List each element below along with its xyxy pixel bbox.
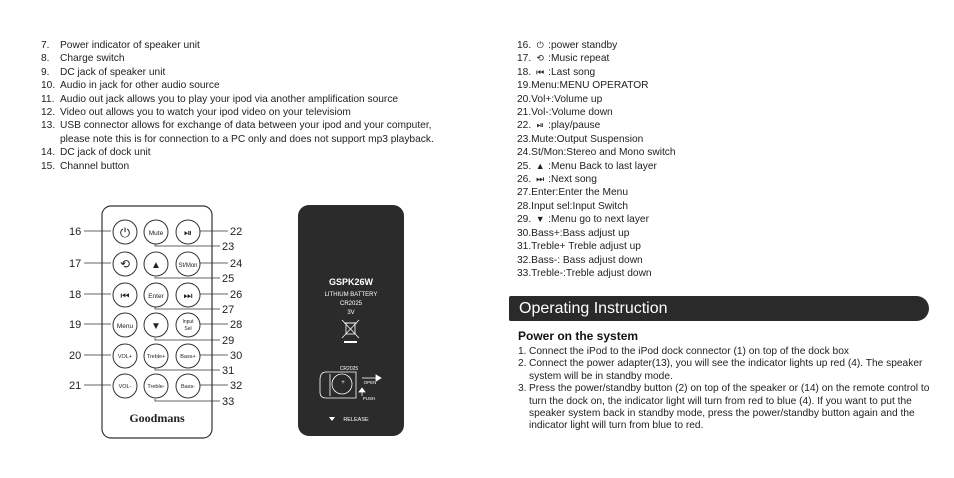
bass-minus-label: Bass- [180,384,196,390]
battery-type-label: LITHIUM BATTERY [324,292,378,298]
item-number: 20. [517,93,532,105]
item-number: 21. [517,107,532,119]
item-text: Audio out jack allows you to play your ipod via another amplification source [60,93,399,105]
item-text: USB connector allows for exchange of data between your ipod and your computer, please note this is for connection to a PC only and does not support mp3 playback. [60,120,434,145]
item-number: 10. [41,80,56,92]
callout-30: 30 [230,350,243,362]
item-number: 32. [517,254,532,266]
item-number: 29. [517,214,532,226]
treble-minus-label: Treble- [147,384,165,390]
vol-plus-label: VOL+ [117,354,133,360]
item-text: :play/pause [548,120,601,132]
item-text: :Menu go to next layer [548,214,649,226]
item-number: 33. [517,267,532,279]
item-text: Channel button [60,160,130,172]
step-number: 3. [518,383,527,395]
item-text: Bass-: Bass adjust down [531,254,643,266]
callout-28: 28 [230,319,243,331]
item-text: :power standby [548,40,618,51]
next-icon: ⏭ [183,291,193,302]
play-pause-icon: ⏯ [184,228,192,239]
item-number: 13. [41,120,56,132]
release-label: RELEASE [343,417,369,423]
treble-plus-label: Treble+ [146,354,166,360]
callout-26: 26 [230,289,243,301]
callout-21: 21 [69,380,82,392]
st-mon-label: St/Mon [178,263,198,269]
callout-20: 20 [69,350,82,362]
item-number: 27. [517,187,532,199]
item-text: Charge switch [60,53,125,65]
item-number: 18. [517,66,532,78]
item-text: Enter:Enter the Menu [531,187,629,199]
callout-25: 25 [222,273,235,285]
up-arrow-icon: ▲ [151,260,161,271]
item-text: Treble+ Treble adjust up [531,241,641,253]
callout-22: 22 [230,226,243,238]
callout-27: 27 [222,304,235,316]
callout-24: 24 [230,258,243,270]
callout-18: 18 [69,289,82,301]
item-number: 28. [517,200,532,212]
item-text: Vol+:Volume up [531,93,603,105]
previous-icon: ⏮ [120,291,130,302]
item-text: :Last song [548,66,596,78]
brand-logo: Goodmans [129,411,185,425]
callout-19: 19 [69,319,82,331]
item-number: 31. [517,241,532,253]
previous-icon: ⏮ [536,66,545,77]
plus-sign: + [341,380,345,386]
item-number: 7. [41,40,50,51]
item-number: 9. [41,66,50,78]
item-text: Treble-:Treble adjust down [531,267,652,279]
item-number: 23. [517,133,532,145]
model-label: GSPK26W [328,277,374,287]
callout-16: 16 [69,226,82,238]
next-icon: ⏭ [536,174,545,185]
item-number: 12. [41,107,56,119]
callout-17: 17 [69,258,82,270]
item-text: St/Mon:Stereo and Mono switch [531,147,676,159]
up-arrow-icon: ▲ [535,160,545,171]
item-number: 14. [41,147,56,159]
item-number: 24. [517,147,532,159]
open-label: OPEN [363,380,377,385]
item-number: 19. [517,80,532,92]
item-text: :Next song [548,174,597,186]
step-text: Connect the iPod to the iPod dock connector (1) on top of the dock box [529,346,849,357]
step-number: 1. [518,346,527,357]
repeat-icon: ⟲ [536,53,544,64]
item-number: 16. [517,40,532,51]
battery-panel [298,205,404,436]
step-text: Press the power/standby button (2) on top of the speaker or (14) on the remote control to turn the dock on, the indicator light will turn from red to blue (4). If you want to put the speaker system back in standby mode, press the power/standby button again and the indicator light will turn from blue to red. [529,383,930,432]
section-title: Operating Instruction [519,300,668,317]
callout-23: 23 [222,241,235,253]
item-number: 26. [517,174,532,186]
item-number: 22. [517,120,532,132]
sel-label: Sel [184,326,192,332]
item-text: Vol-:Volume down [531,107,613,119]
down-arrow-icon: ▼ [151,321,161,332]
callout-33: 33 [222,396,235,408]
callout-31: 31 [222,365,235,377]
power-icon: ⏻ [119,225,131,240]
item-number: 11. [41,93,55,105]
item-text: Video out allows you to watch your ipod video on your televisiom [60,107,351,119]
menu-label: Menu [116,323,134,330]
item-text: :Music repeat [548,53,610,65]
mute-label: Mute [148,230,164,237]
callout-32: 32 [230,380,243,392]
item-number: 25. [517,160,532,172]
item-number: 8. [41,53,50,65]
push-label: PUSH [362,396,376,401]
item-number: 30. [517,227,532,239]
voltage-label: 3V [347,310,355,316]
item-number: 15. [41,160,56,172]
down-arrow-icon: ▼ [535,214,545,225]
battery-code-label: CR2025 [339,301,363,307]
callout-29: 29 [222,335,235,347]
slot-label: CR2025 [339,366,359,372]
item-text: Menu:MENU OPERATOR [531,80,649,92]
item-text: Power indicator of speaker unit [60,40,200,51]
item-text: DC jack of dock unit [60,147,151,159]
item-number: 17. [517,53,532,65]
vol-minus-label: VOL- [118,384,132,390]
power-icon: ⏻ [536,40,544,50]
item-text: :Menu Back to last layer [548,160,657,172]
subheading: Power on the system [518,329,639,343]
item-text: Input sel:Input Switch [531,200,629,212]
bass-plus-label: Bass+ [180,354,196,360]
step-text: Connect the power adapter(13), you will see the indicator lights up red (4). The speaker system will be in standby mode. [529,358,923,382]
step-number: 2. [518,358,527,370]
item-text: Audio in jack for other audio source [60,80,220,92]
item-text: Bass+:Bass adjust up [531,227,630,239]
input-sel-button[interactable] [176,313,200,337]
enter-label: Enter [148,293,164,300]
item-text: DC jack of speaker unit [60,66,166,78]
repeat-icon: ⟲ [119,257,131,271]
input-label: Input [182,319,194,325]
play-pause-icon: ⏯ [536,120,544,131]
item-text: Mute:Output Suspension [531,133,644,145]
